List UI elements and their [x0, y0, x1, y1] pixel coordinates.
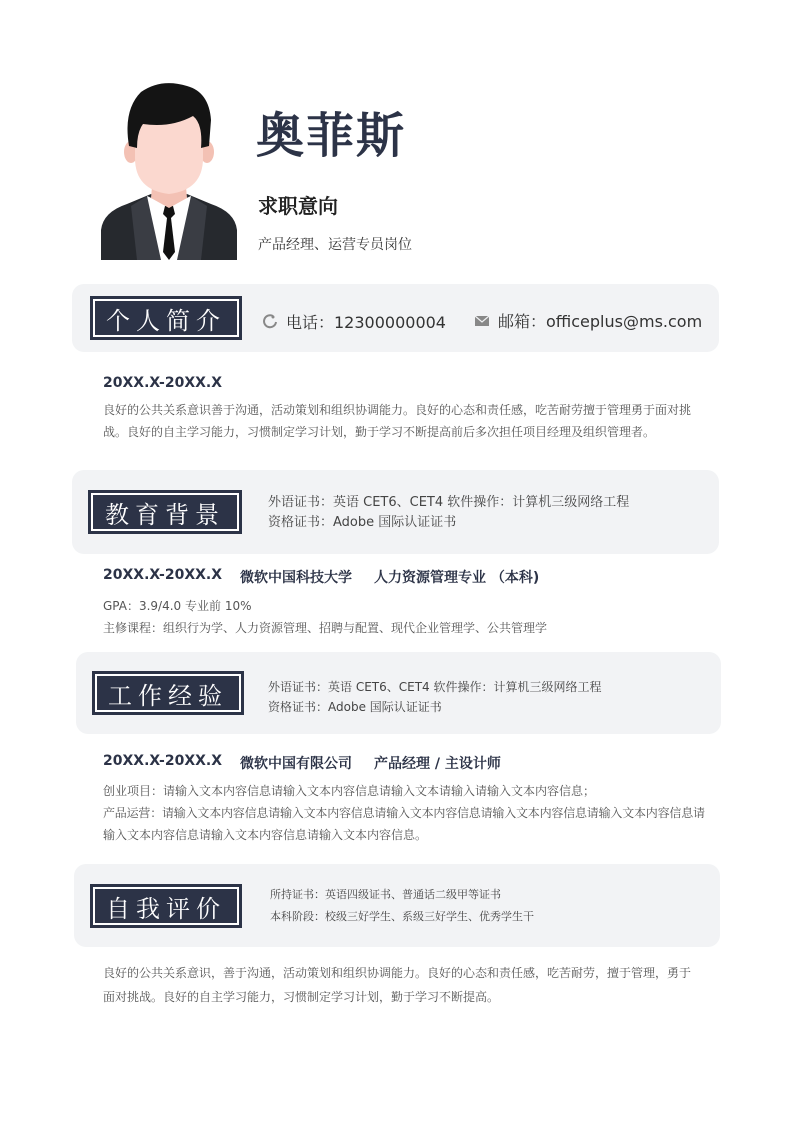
work-line2: 产品运营：请输入文本内容信息请输入文本内容信息请输入文本内容信息请输入文本内容信息请输入文本内容信息请 [103, 806, 705, 820]
education-badge-label: 教育背景 [105, 500, 225, 529]
work-company: 微软中国有限公司 [240, 756, 352, 772]
work-badge [92, 671, 244, 715]
education-date: 20XX.X-20XX.X [103, 567, 223, 583]
profile-badge-label: 个人简介 [106, 306, 226, 335]
avatar [101, 80, 237, 260]
work-line1: 创业项目：请输入文本内容信息请输入文本内容信息请输入文本请输入请输入文本内容信息； [103, 784, 596, 798]
self-badge [90, 884, 242, 928]
profile-text-line2: 战。良好的自主学习能力，习惯制定学习计划，勤于学习不断提高前后多次担任项目经理及组织管理者。 [103, 425, 656, 439]
self-line1: 良好的公共关系意识，善于沟通，活动策划和组织协调能力。良好的心态和责任感，吃苦耐劳，擅于管理，勇于 [103, 966, 692, 980]
work-role: 产品经理 / 主设计师 [374, 756, 501, 772]
self-cert-line2: 本科阶段：校级三好学生、系级三好学生、优秀学生干 [270, 910, 534, 923]
work-date: 20XX.X-20XX.X [103, 753, 223, 769]
education-courses: 主修课程：组织行为学、人力资源管理、招聘与配置、现代企业管理学、公共管理学 [103, 621, 548, 635]
profile-text-line1: 良好的公共关系意识善于沟通，活动策划和组织协调能力。良好的心态和责任感，吃苦耐劳擅于管理勇于面对挑 [103, 403, 692, 417]
self-badge-label: 自我评价 [106, 894, 226, 923]
education-cert-line2: 资格证书：Adobe 国际认证证书 [268, 515, 457, 530]
work-cert-line2: 资格证书：Adobe 国际认证证书 [268, 700, 442, 714]
phone-contact [262, 310, 446, 333]
phone-icon [262, 314, 278, 330]
email-contact [474, 309, 702, 332]
mail-icon [474, 313, 490, 329]
education-school: 微软中国科技大学 [240, 570, 352, 586]
self-line2: 面对挑战。良好的自主学习能力，习惯制定学习计划，勤于学习不断提高。 [103, 990, 500, 1004]
profile-badge [90, 296, 242, 340]
email-text: 邮箱：officeplus@ms.com [498, 312, 703, 331]
self-cert-line1: 所持证书：英语四级证书、普通话二级甲等证书 [270, 888, 501, 901]
phone-text: 电话：12300000004 [286, 313, 446, 332]
education-major: 人力资源管理专业 （本科) [374, 570, 540, 586]
work-line3: 输入文本内容信息请输入文本内容信息请输入文本内容信息。 [103, 828, 428, 842]
work-cert-line1: 外语证书：英语 CET6、CET4 软件操作：计算机三级网络工程 [268, 680, 602, 694]
education-badge [88, 490, 242, 534]
work-badge-label: 工作经验 [108, 681, 228, 710]
education-cert-line1: 外语证书：英语 CET6、CET4 软件操作：计算机三级网络工程 [268, 495, 630, 510]
profile-date: 20XX.X-20XX.X [103, 375, 223, 391]
candidate-name: 奥菲斯 [256, 108, 407, 164]
education-gpa: GPA：3.9/4.0 专业前 10% [103, 599, 252, 613]
job-intent-text: 产品经理、运营专员岗位 [258, 237, 412, 253]
job-intent-title: 求职意向 [258, 194, 338, 218]
